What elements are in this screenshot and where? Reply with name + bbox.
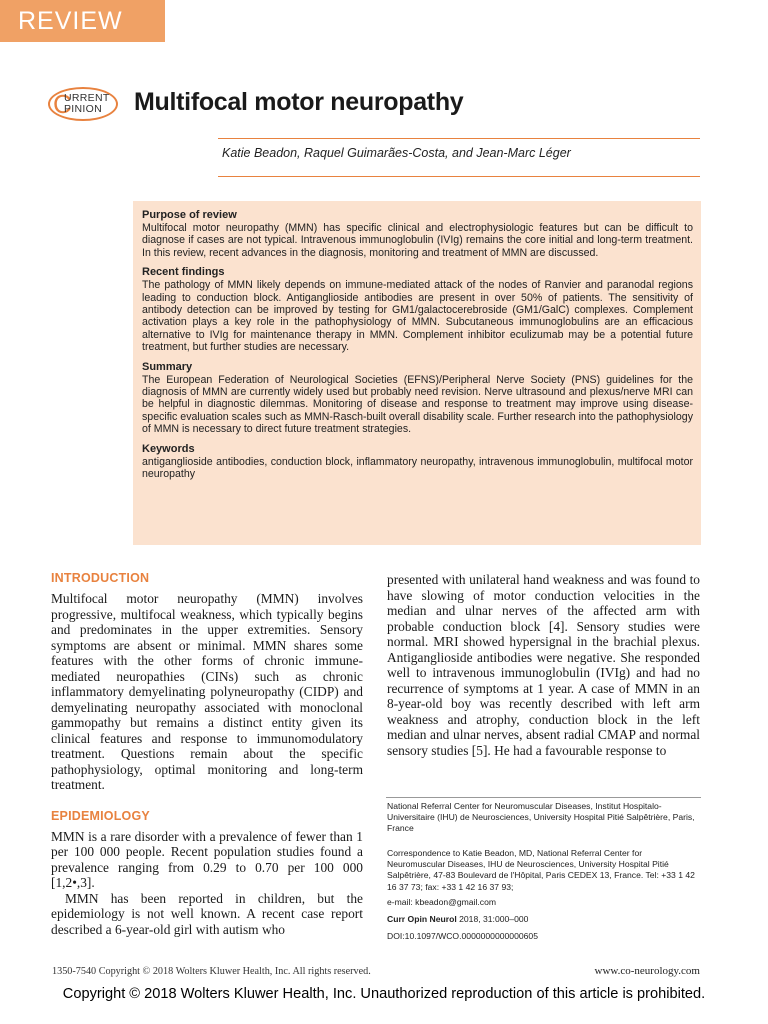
copyright-notice: Copyright © 2018 Wolters Kluwer Health, Inc. Unauthorized reproduction of this article is prohibited. [62,986,706,1002]
current-opinion-logo [48,87,118,121]
introduction-heading: INTRODUCTION [51,571,150,585]
correspondence-email: e-mail: kbeadon@gmail.com [387,897,497,907]
logo-line-1: URRENT [64,92,110,104]
journal-name: Curr Opin Neurol [387,914,457,924]
summary-heading: Summary [142,360,193,373]
findings-text: The pathology of MMN likely depends on immune-mediated attack of the nodes of Ranvier and paranodal regions leading to conduction block. Antiganglioside antibodies are present in over 50% of patients. The sensitivity of antibody detection can be improved by testing for GM1/galactocerebroside (GM1/GalC) complexes. Complement activation plays a key role in the pathophysiology of MMN. Subcutaneous immunoglobulins are an efficacious alternative to IVIg for maintenance therapy in MMN. Complement inhibitor eculizumab may be a potential future treatment, but further studies are necessary. [142,279,693,354]
affiliation-institution: National Referral Center for Neuromuscular Diseases, Institut Hospitalo-Universitaire (IHU) de Neurosciences, University Hospital Pitié Salpêtrière, Paris, France [387,801,695,834]
purpose-heading: Purpose of review [142,209,237,221]
doi[interactable]: DOI:10.1097/WCO.0000000000000605 [387,931,538,941]
correspondence: Correspondence to Katie Beadon, MD, National Referral Center for Neuromuscular Diseases, IHU de Neurosciences, University Hospital Pitié Salpêtrière, 47-83 Boulevard de l'Hôpital, Paris CEDEX 13, France. Tel: +33 1 42 16 37 73; fax: +33 1 42 16 37 93; [387,848,695,892]
introduction-text: Multifocal motor neuropathy (MMN) involves progressive, multifocal weakness, which typically begins and predominates in the upper extremities. Sensory symptoms are absent or minimal. MMN shares some features with the other forms of chronic immune-mediated neuropathies (CINs) such as chronic inflammatory demyelinating polyneuropathy (CIDP) and demyelinating neuropathy associated with monoclonal gammopathy but remains a distinct entity given its clinical features and response to immunomodulatory treatment. Questions remain about the specific pathophysiology, optimal monitoring and long-term treatment. [51,591,363,792]
journal-citation [387,914,702,925]
findings-heading: Recent findings [142,266,225,279]
journal-volume: 2018, 31:000–000 [459,914,529,924]
epidemiology-heading: EPIDEMIOLOGY [51,808,150,823]
logo-letter: C [53,89,72,119]
keywords-heading: Keywords [142,442,195,455]
epidemiology-text-1: MMN is a rare disorder with a prevalence of fewer than 1 per 100 000 people. Recent population studies found a prevalence ranging from 0.29 to 0.70 per 100 000 [1,2•,3]. [51,828,363,890]
review-banner: REVIEW [0,0,165,42]
abstract-box [133,201,701,545]
summary-text: The European Federation of Neurological Societies (EFNS)/Peripheral Nerve Society (PNS) guidelines for the diagnosis of MMN are currently widely used but probably need revision. Nerve ultrasound and plexus/nerve MRI can be helpful in diagnostic dilemmas. Monitoring of disease and response to treatment may improve using disease-specific evaluation scales such as MMN-Rasch-built overall disability scale. Further research into the pathophysiology of MMN is necessary to direct future treatment strategies. [142,373,693,436]
title-rule-top [218,138,700,139]
logo-line-2: PINION [64,103,102,115]
logo-text [64,93,110,115]
journal-website-link[interactable]: www.co-neurology.com [594,965,700,977]
purpose-text: Multifocal motor neuropathy (MMN) has specific clinical and electrophysiologic features but can be difficult to diagnose if cases are not typical. Intravenous immunoglobulin (IVIg) remains the core initial and long-term treatment. In this review, recent advances in the diagnosis, monitoring and treatment of MMN are discussed. [142,222,693,259]
author-list: Katie Beadon, Raquel Guimarães-Costa, and Jean-Marc Léger [222,146,571,160]
affiliation-rule [386,797,701,798]
epidemiology-text-2: MMN has been reported in children, but the epidemiology is not well known. A recent case report described a 6-year-old girl with autism who [51,890,363,937]
footer-copyright-line: 1350-7540 Copyright © 2018 Wolters Kluwer Health, Inc. All rights reserved. [52,966,371,977]
body-column-right [387,572,700,758]
keywords-text: antiganglioside antibodies, conduction block, inflammatory neuropathy, intravenous immunoglobulin, multifocal motor neuropathy [142,455,693,481]
case-report-text: presented with unilateral hand weakness and was found to have slowing of motor conduction velocities in the median and ulnar nerves of the affected arm with probable conduction block [4]. Sensory studies were normal. MRI showed hypersignal in the brachial plexus. Antiganglioside antibodies were negative. She responded well to intravenous immunoglobulin (IVIg) and had no recurrence of symptoms at 1 year. A case of MMN in an 8-year-old boy was recently described with left arm weakness and atrophy, conduction block in the left median and ulnar nerves, absent radial CMAP and normal sensory studies [5]. He had a favourable response to [387,572,700,758]
article-title: Multifocal motor neuropathy [134,88,464,116]
title-rule-bottom [218,176,700,177]
body-column-left [51,571,363,937]
